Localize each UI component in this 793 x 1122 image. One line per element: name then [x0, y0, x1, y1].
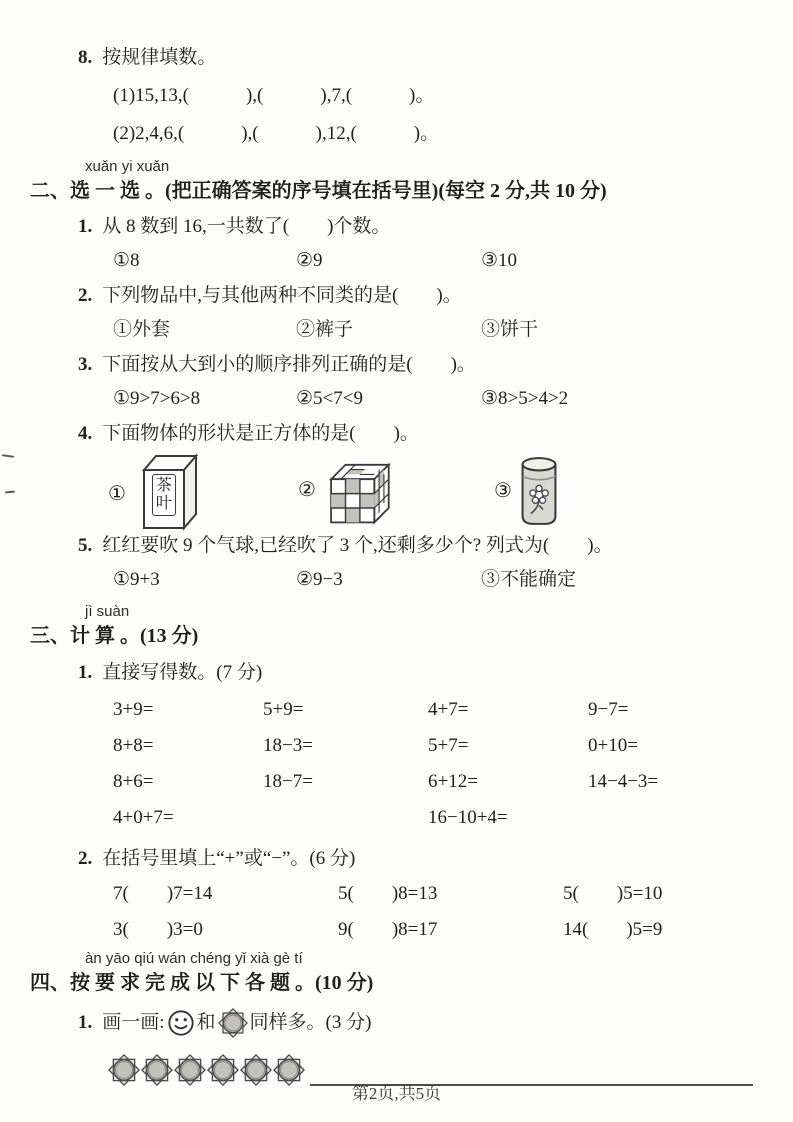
fill-sequence-line: (2)2,4,6,( ),( ),12,( )。	[113, 123, 440, 144]
calc-question-1	[78, 661, 793, 685]
calc-expression: 8+8=	[113, 735, 154, 756]
object-label: ②	[298, 479, 316, 501]
object-option-jar	[494, 454, 562, 528]
question-number: 2.	[78, 285, 93, 306]
calc-expression: 5+7=	[428, 735, 469, 756]
calc-expression	[263, 806, 428, 830]
section-4-heading: 四、按 要 求 完 成 以 下 各 题 。(10 分)	[30, 972, 374, 994]
scan-mark	[5, 490, 15, 493]
option: ③10	[481, 250, 518, 271]
section-3-pinyin: jì suàn	[85, 603, 130, 620]
fill-sign-expression: 3( )3=0	[113, 919, 203, 940]
object-label: ①	[108, 483, 126, 505]
choice-question-4	[78, 422, 793, 446]
calc-expression: 4+0+7=	[113, 807, 174, 828]
option: ②9−3	[296, 569, 343, 590]
question-stem: 下列物品中,与其他两种不同类的是( )。	[102, 285, 462, 306]
options-row	[113, 249, 793, 273]
options-row	[113, 387, 793, 411]
calc-expression: 4+7=	[428, 699, 469, 720]
fill-sign-expression: 5( )8=13	[338, 883, 438, 904]
calc-expression: 8+6=	[113, 771, 154, 792]
section-3-heading: 三、计 算 。(13 分)	[30, 625, 199, 647]
question-number: 2.	[78, 848, 93, 869]
object-option-teabox	[108, 454, 298, 534]
smiley-icon	[167, 1009, 195, 1037]
fill-sign-grid	[113, 882, 793, 942]
option: ③不能确定	[481, 569, 577, 590]
calc-expression: 6+12=	[428, 771, 478, 792]
fill-sign-expression: 9( )8=17	[338, 919, 438, 940]
option: ②9	[296, 250, 323, 271]
option: ①8	[113, 250, 140, 271]
option: ③饼干	[481, 319, 539, 340]
medal-icon	[218, 1008, 248, 1038]
options-row	[113, 568, 793, 592]
option: ①9>7>6>8	[113, 388, 201, 409]
fill-sign-expression: 7( )7=14	[113, 883, 213, 904]
question-8	[78, 46, 793, 70]
question-text: 和	[196, 1012, 216, 1033]
option: ③8>5>4>2	[481, 388, 569, 409]
fill-sign-expression: 14( )5=9	[563, 919, 663, 940]
calc-expression: 18−7=	[263, 771, 313, 792]
choice-question-2	[78, 284, 793, 308]
question-number: 1.	[78, 1012, 93, 1033]
calc-expression: 9−7=	[588, 699, 629, 720]
option: ①9+3	[113, 569, 160, 590]
choice-question-5	[78, 534, 793, 558]
jar-icon	[516, 454, 562, 528]
question-number: 1.	[78, 216, 93, 237]
question-stem: 红红要吹 9 个气球,已经吹了 3 个,还剩多少个? 列式为( )。	[102, 535, 613, 556]
section-4-pinyin: àn yāo qiú wán chéng yǐ xià gè tí	[85, 950, 303, 967]
question-title: 在括号里填上“+”或“−”。(6 分)	[102, 848, 356, 869]
calc-expression: 18−3=	[263, 735, 313, 756]
option: ②5<7<9	[296, 388, 363, 409]
question-number: 4.	[78, 423, 93, 444]
fill-sign-expression: 5( )5=10	[563, 883, 663, 904]
tea-box-label: 茶叶	[152, 474, 176, 516]
calc-expression: 5+9=	[263, 699, 304, 720]
calc-expression: 3+9=	[113, 699, 154, 720]
option: ②裤子	[296, 319, 354, 340]
object-option-rubiks-cube	[298, 454, 494, 526]
calc-expression: 16−10+4=	[428, 807, 508, 828]
question-number: 3.	[78, 354, 93, 375]
question-stem: 从 8 数到 16,一共数了( )个数。	[102, 216, 391, 237]
choice-question-1	[78, 215, 793, 239]
section-2-pinyin: xuǎn yi xuǎn	[85, 158, 170, 175]
calc-grid	[113, 698, 793, 830]
option: ①外套	[113, 319, 171, 340]
question-stem: 下面按从大到小的顺序排列正确的是( )。	[102, 354, 476, 375]
question-text: 画一画:	[102, 1012, 165, 1033]
calc-expression	[588, 806, 793, 830]
fill-sequence-line: (1)15,13,( ),( ),7,( )。	[113, 85, 435, 106]
calc-expression: 14−4−3=	[588, 771, 659, 792]
draw-question-1	[78, 1008, 793, 1038]
question-title: 按规律填数。	[102, 47, 217, 68]
question-number: 8.	[78, 47, 93, 68]
question-number: 1.	[78, 662, 93, 683]
calc-question-2	[78, 847, 793, 871]
question-title: 直接写得数。(7 分)	[102, 662, 263, 683]
question-stem: 下面物体的形状是正方体的是( )。	[102, 423, 419, 444]
question-text: 同样多。(3 分)	[249, 1012, 372, 1033]
calc-expression: 0+10=	[588, 735, 638, 756]
tea-box-icon	[130, 450, 208, 534]
rubiks-cube-icon	[320, 454, 398, 526]
question-number: 5.	[78, 535, 93, 556]
page-footer: 第2页,共5页	[351, 1084, 442, 1103]
options-row	[113, 318, 793, 342]
object-label: ③	[494, 480, 512, 502]
scan-mark	[2, 454, 14, 458]
choice-question-3	[78, 353, 793, 377]
object-options-row	[108, 454, 793, 530]
section-2-heading: 二、选 一 选 。(把正确答案的序号填在括号里)(每空 2 分,共 10 分)	[30, 180, 607, 202]
